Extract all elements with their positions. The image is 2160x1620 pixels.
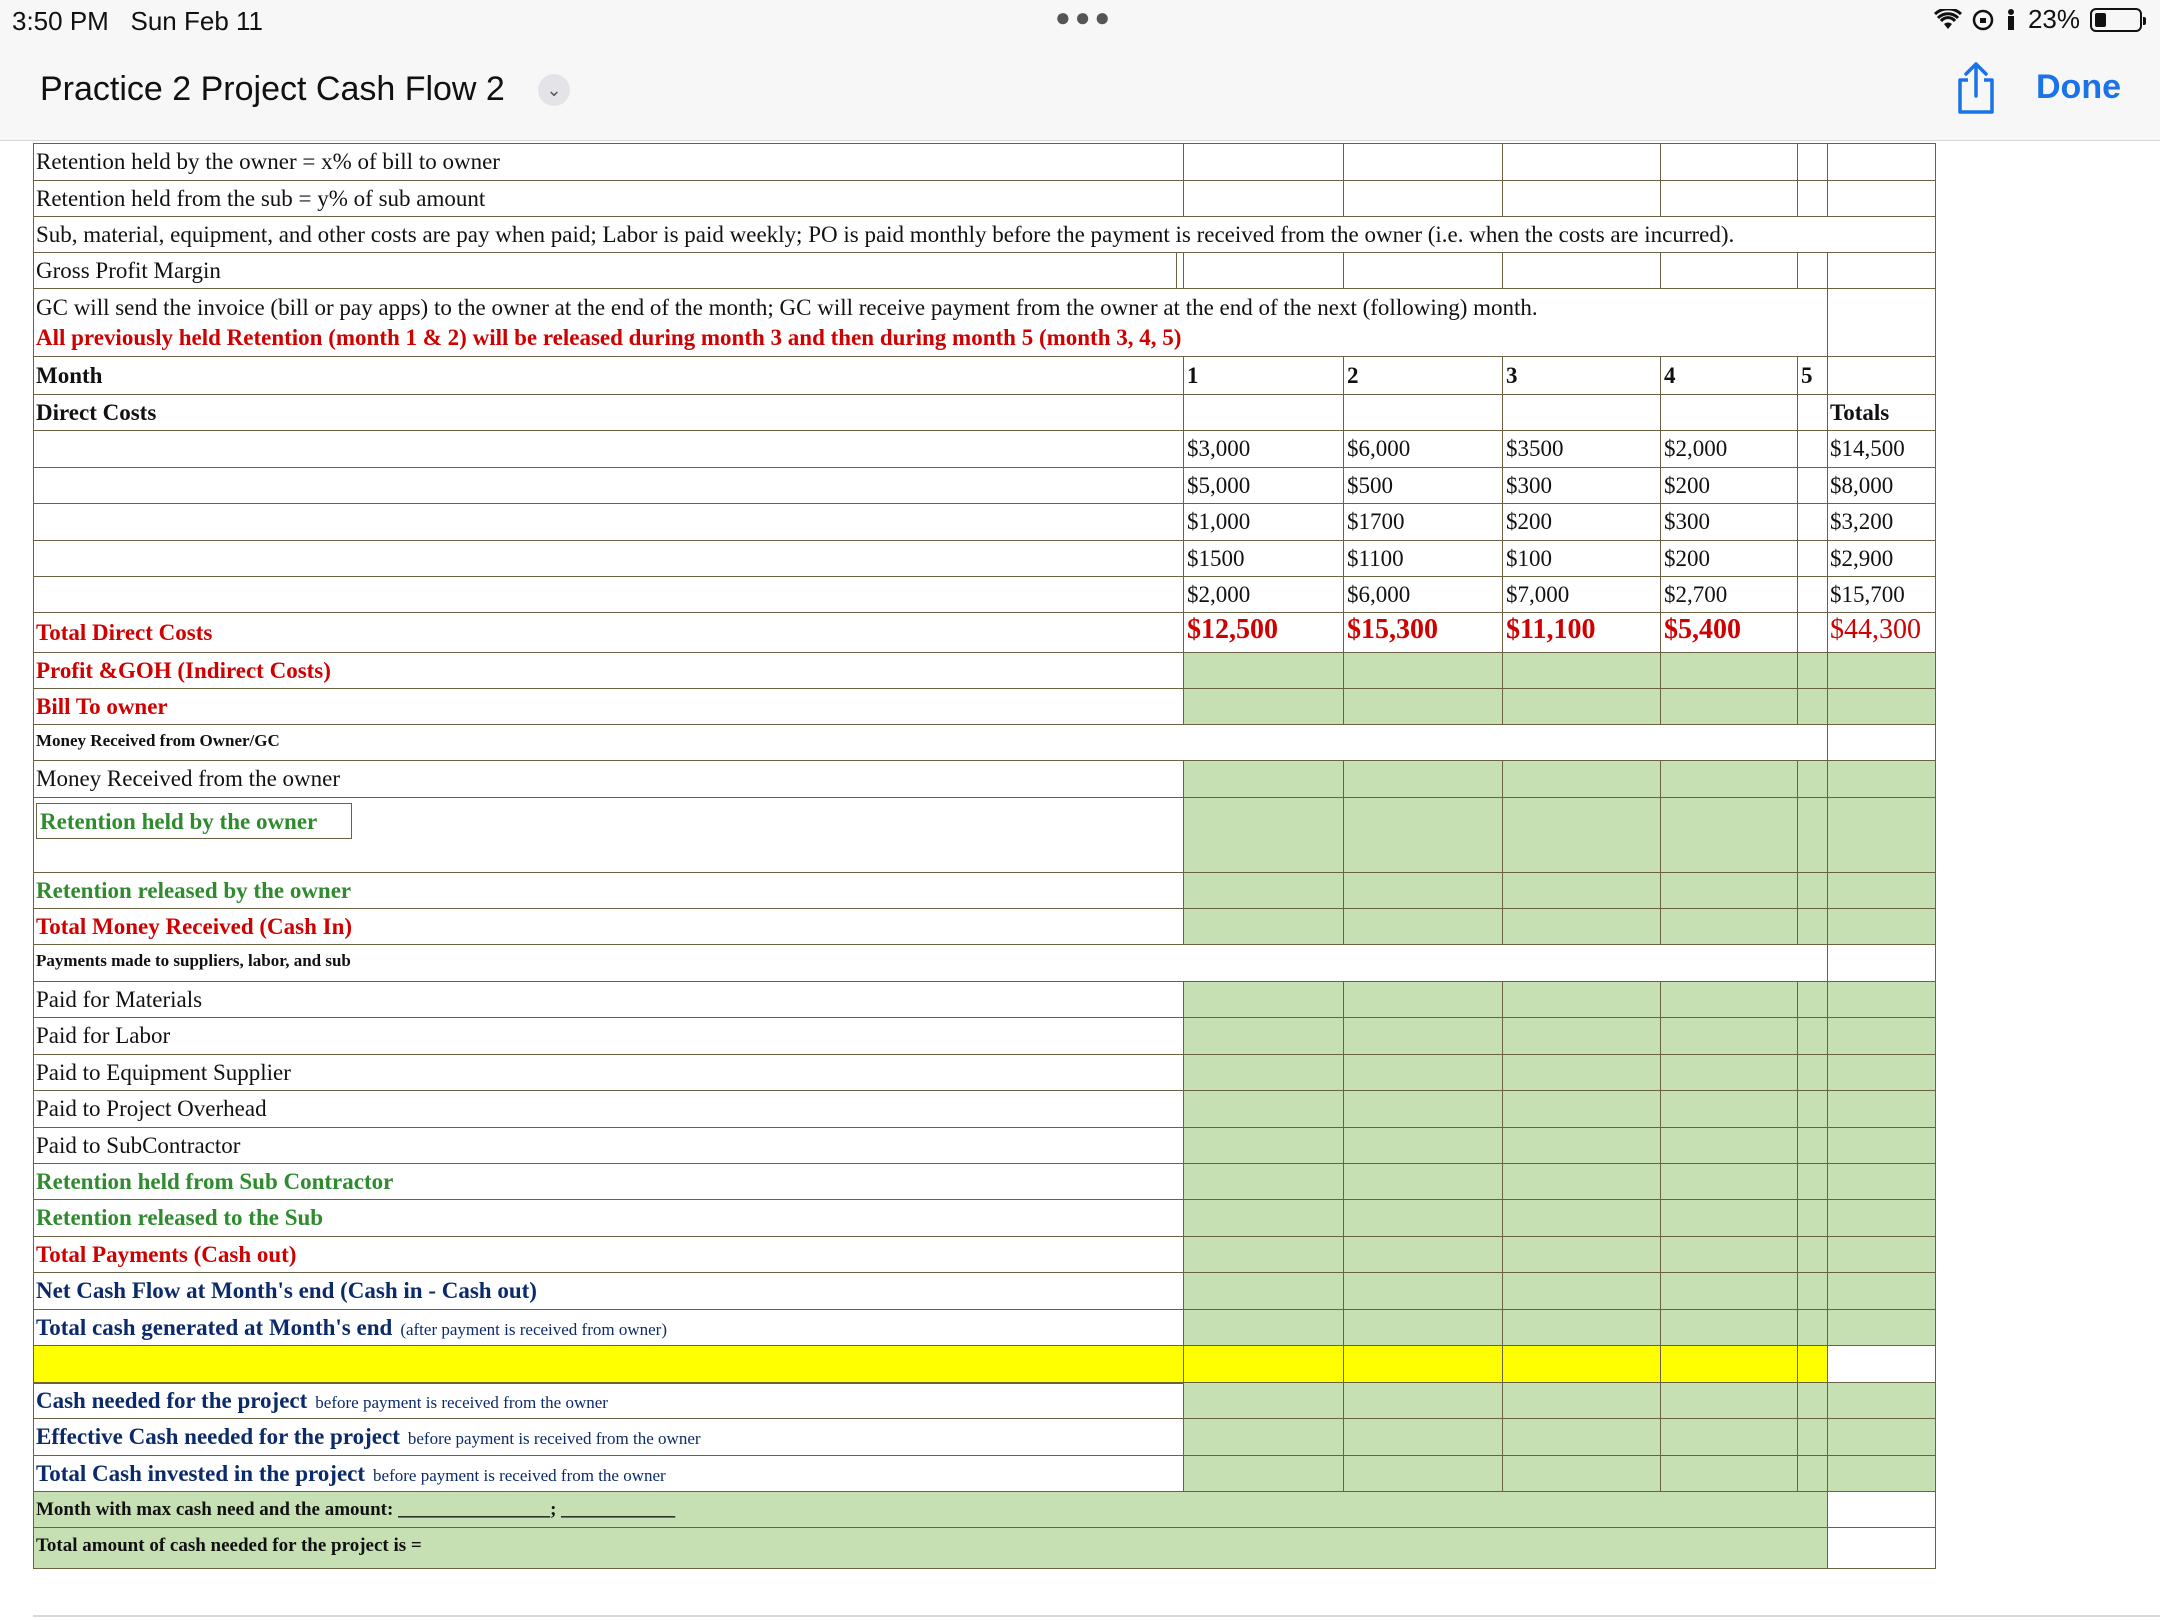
cost-value: $2,000 bbox=[1664, 436, 1728, 461]
paid-overhead-cell[interactable] bbox=[1797, 1090, 1828, 1128]
highlight-side-cell[interactable] bbox=[1827, 1345, 1936, 1383]
total-payments-label: Total Payments (Cash out) bbox=[36, 1242, 297, 1267]
param-row-2-cell[interactable] bbox=[1827, 180, 1936, 217]
retention-held-sub-cell[interactable] bbox=[1797, 1163, 1828, 1200]
cost-value: $500 bbox=[1347, 473, 1393, 498]
invoice-note-side-cell[interactable] bbox=[1827, 288, 1936, 357]
cost-value: $1500 bbox=[1187, 546, 1245, 571]
param-row-4-cell[interactable] bbox=[1660, 252, 1798, 289]
paid-materials-cell[interactable] bbox=[1797, 981, 1828, 1018]
retention-release-note: All previously held Retention (month 1 & 2) will be released during month 3 and then during month 5 (month 3, 4, 5) bbox=[36, 325, 1182, 350]
paid-equipment-cell[interactable] bbox=[1502, 1054, 1661, 1091]
month-header-cell[interactable] bbox=[1502, 356, 1661, 395]
total-money-received-cell[interactable] bbox=[1827, 908, 1936, 945]
cost-value: $1100 bbox=[1347, 546, 1404, 571]
paid-subcontractor-cell[interactable] bbox=[1797, 1127, 1828, 1164]
paid-labor-label: Paid for Labor bbox=[36, 1023, 171, 1048]
gross-margin-label: Gross Profit Margin bbox=[36, 258, 221, 283]
retention-held-sub-label: Retention held from Sub Contractor bbox=[36, 1169, 394, 1194]
status-bar bbox=[0, 0, 2160, 40]
net-cash-flow-cell[interactable] bbox=[1797, 1272, 1828, 1310]
total-cash-invested-cell[interactable] bbox=[1343, 1455, 1503, 1492]
cost-value: $1700 bbox=[1347, 509, 1405, 534]
profit-goh-cell[interactable] bbox=[1660, 652, 1798, 689]
param-row-1-cell[interactable] bbox=[1343, 143, 1503, 181]
money-received-cell[interactable] bbox=[1183, 760, 1344, 798]
retention-released-owner-cell[interactable] bbox=[1827, 872, 1936, 909]
total-cash-generated-note: (after payment is received from owner) bbox=[400, 1320, 667, 1339]
effective-cash-needed-cell[interactable] bbox=[1827, 1418, 1936, 1456]
paid-labor-cell[interactable] bbox=[1502, 1017, 1661, 1055]
cost-value: $6,000 bbox=[1347, 436, 1411, 461]
param-row-1-cell[interactable] bbox=[1797, 143, 1828, 181]
total-payments-cell[interactable] bbox=[1343, 1236, 1503, 1273]
paid-overhead-cell[interactable] bbox=[1660, 1090, 1798, 1128]
cost-value: $300 bbox=[1664, 509, 1710, 534]
retention-released-owner-cell[interactable] bbox=[1797, 872, 1828, 909]
net-cash-flow-cell[interactable] bbox=[1183, 1272, 1344, 1310]
highlight-row-cell[interactable] bbox=[1797, 1345, 1828, 1383]
net-cash-flow-label: Net Cash Flow at Month's end (Cash in - Cash out) bbox=[36, 1278, 537, 1303]
retention-held-owner-cell[interactable] bbox=[1183, 797, 1344, 873]
effective-cash-needed-label: Effective Cash needed for the project before payment is received from the owner bbox=[36, 1424, 701, 1449]
cost-value: $300 bbox=[1506, 473, 1552, 498]
chevron-down-icon[interactable]: ⌄ bbox=[538, 74, 570, 106]
direct-costs-header-cell[interactable] bbox=[1183, 394, 1344, 431]
cost-label-cell[interactable] bbox=[33, 430, 1184, 468]
cost-label-cell[interactable] bbox=[33, 467, 1184, 504]
cost-value: $3500 bbox=[1506, 436, 1564, 461]
money-received-cell[interactable] bbox=[1797, 760, 1828, 798]
money-received-cell[interactable] bbox=[1343, 760, 1503, 798]
net-cash-flow-cell[interactable] bbox=[1343, 1272, 1503, 1310]
total-cash-generated-cell[interactable] bbox=[1343, 1309, 1503, 1346]
paid-overhead-cell[interactable] bbox=[1343, 1090, 1503, 1128]
retention-held-owner-cell[interactable] bbox=[1502, 797, 1661, 873]
cost-value: $100 bbox=[1506, 546, 1552, 571]
retention-released-owner-label: Retention released by the owner bbox=[36, 878, 352, 903]
total-direct-value: $11,100 bbox=[1506, 614, 1596, 645]
cash-needed-cell[interactable] bbox=[1797, 1382, 1828, 1419]
month-header-label: Month bbox=[36, 363, 103, 388]
bill-to-owner-cell[interactable] bbox=[1797, 688, 1828, 725]
cost-value: $6,000 bbox=[1347, 582, 1411, 607]
money-received-label: Money Received from the owner bbox=[36, 766, 341, 791]
bill-to-owner-label-cell[interactable] bbox=[33, 688, 1184, 725]
profit-goh-cell[interactable] bbox=[1183, 652, 1344, 689]
total-cash-generated-cell[interactable] bbox=[1502, 1309, 1661, 1346]
total-cash-invested-cell[interactable] bbox=[1183, 1455, 1344, 1492]
paid-materials-cell[interactable] bbox=[1343, 981, 1503, 1018]
paid-equipment-cell[interactable] bbox=[1827, 1054, 1936, 1091]
paid-materials-cell[interactable] bbox=[1183, 981, 1344, 1018]
cost-value-cell[interactable] bbox=[1797, 576, 1828, 613]
profit-goh-cell[interactable] bbox=[1827, 652, 1936, 689]
direct-costs-header-cell[interactable] bbox=[1660, 394, 1798, 431]
cost-value: $2,000 bbox=[1187, 582, 1251, 607]
bill-to-owner-cell[interactable] bbox=[1660, 688, 1798, 725]
totals-header: Totals bbox=[1830, 400, 1890, 425]
total-money-received-cell[interactable] bbox=[1343, 908, 1503, 945]
paid-subcontractor-cell[interactable] bbox=[1660, 1127, 1798, 1164]
month-header-cell[interactable] bbox=[1343, 356, 1503, 395]
paid-subcontractor-cell[interactable] bbox=[1183, 1127, 1344, 1164]
cost-value: $3,000 bbox=[1187, 436, 1251, 461]
profit-goh-cell[interactable] bbox=[1797, 652, 1828, 689]
retention-held-owner-cell[interactable] bbox=[1660, 797, 1798, 873]
payment-terms-note: Sub, material, equipment, and other costs are pay when paid; Labor is paid weekly; PO is paid monthly before the payment is received from the owner (i.e. when the costs are incurred). bbox=[36, 222, 1735, 247]
retention-sub-label: Retention held from the sub = y% of sub amount bbox=[36, 186, 486, 211]
paid-overhead-cell[interactable] bbox=[1183, 1090, 1344, 1128]
direct-costs-header-cell[interactable] bbox=[1502, 394, 1661, 431]
month-header-cell[interactable] bbox=[1660, 356, 1798, 395]
param-row-2-cell[interactable] bbox=[1797, 180, 1828, 217]
paid-overhead-cell[interactable] bbox=[1827, 1090, 1936, 1128]
cash-needed-cell[interactable] bbox=[1502, 1382, 1661, 1419]
money-received-cell[interactable] bbox=[1660, 760, 1798, 798]
param-row-1-cell[interactable] bbox=[1827, 143, 1936, 181]
location-icon bbox=[2004, 8, 2018, 32]
param-row-4-cell[interactable] bbox=[1502, 252, 1661, 289]
paid-equipment-cell[interactable] bbox=[1343, 1054, 1503, 1091]
paid-materials-cell[interactable] bbox=[1502, 981, 1661, 1018]
paid-subcontractor-cell[interactable] bbox=[1343, 1127, 1503, 1164]
paid-labor-cell[interactable] bbox=[1827, 1017, 1936, 1055]
cost-value: $200 bbox=[1506, 509, 1552, 534]
param-row-2-cell[interactable] bbox=[1660, 180, 1798, 217]
profit-goh-cell[interactable] bbox=[1502, 652, 1661, 689]
cost-label-cell[interactable] bbox=[33, 540, 1184, 577]
net-cash-flow-cell[interactable] bbox=[1502, 1272, 1661, 1310]
bill-to-owner-cell[interactable] bbox=[1827, 688, 1936, 725]
cash-needed-cell[interactable] bbox=[1827, 1382, 1936, 1419]
effective-cash-needed-cell[interactable] bbox=[1797, 1418, 1828, 1456]
cash-needed-label: Cash needed for the project before payment is received from the owner bbox=[36, 1388, 608, 1413]
max-month-side-cell[interactable] bbox=[1827, 1491, 1936, 1528]
document-title-bar bbox=[0, 40, 2160, 141]
cost-row-total: $3,200 bbox=[1830, 509, 1894, 534]
profit-goh-label: Profit &GOH (Indirect Costs) bbox=[36, 658, 331, 683]
total-cash-invested-cell[interactable] bbox=[1660, 1455, 1798, 1492]
month-header-cell[interactable] bbox=[1827, 356, 1936, 395]
retention-released-owner-cell[interactable] bbox=[1660, 872, 1798, 909]
bill-to-owner-cell[interactable] bbox=[1343, 688, 1503, 725]
cost-value-cell[interactable] bbox=[1797, 467, 1828, 504]
total-money-received-label: Total Money Received (Cash In) bbox=[36, 914, 353, 939]
paid-overhead-cell[interactable] bbox=[1502, 1090, 1661, 1128]
total-payments-cell[interactable] bbox=[1502, 1236, 1661, 1273]
retention-held-owner-label: Retention held by the owner bbox=[40, 809, 318, 834]
highlight-row-cell[interactable] bbox=[1343, 1345, 1503, 1383]
money-section-cell[interactable] bbox=[33, 724, 1828, 761]
total-payments-cell[interactable] bbox=[1827, 1236, 1936, 1273]
cost-value-cell[interactable] bbox=[1797, 430, 1828, 468]
total-direct-costs-label: Total Direct Costs bbox=[36, 620, 213, 645]
cost-value-cell[interactable] bbox=[1797, 540, 1828, 577]
cost-value-cell[interactable] bbox=[1797, 503, 1828, 541]
retention-released-sub-cell[interactable] bbox=[1502, 1199, 1661, 1237]
total-money-received-cell[interactable] bbox=[1797, 908, 1828, 945]
bill-to-owner-cell[interactable] bbox=[1502, 688, 1661, 725]
param-row-1-cell[interactable] bbox=[1183, 143, 1344, 181]
month-number: 4 bbox=[1664, 363, 1676, 388]
status-time: 3:50 PM Sun Feb 11 bbox=[12, 6, 264, 36]
total-money-received-cell[interactable] bbox=[1183, 908, 1344, 945]
bill-to-owner-cell[interactable] bbox=[1183, 688, 1344, 725]
done-button[interactable]: Done bbox=[2036, 68, 2121, 106]
direct-costs-header-cell[interactable] bbox=[1343, 394, 1503, 431]
effective-cash-needed-cell[interactable] bbox=[1183, 1418, 1344, 1456]
month-label-cell[interactable] bbox=[33, 356, 1184, 395]
total-cash-generated-cell[interactable] bbox=[1660, 1309, 1798, 1346]
retention-released-sub-cell[interactable] bbox=[1827, 1199, 1936, 1237]
retention-held-sub-cell[interactable] bbox=[1827, 1163, 1936, 1200]
retention-held-sub-cell[interactable] bbox=[1343, 1163, 1503, 1200]
cost-row-total: $2,900 bbox=[1830, 546, 1894, 571]
retention-held-sub-cell[interactable] bbox=[1183, 1163, 1344, 1200]
cost-label-cell[interactable] bbox=[33, 576, 1184, 613]
total-cash-needed-label: Total amount of cash needed for the project is = bbox=[36, 1535, 422, 1556]
profit-goh-cell[interactable] bbox=[1343, 652, 1503, 689]
total-direct-value: $12,500 bbox=[1187, 614, 1278, 645]
total-cash-generated-label: Total cash generated at Month's end (after payment is received from owner) bbox=[36, 1315, 667, 1340]
total-cash-invested-label: Total Cash invested in the project before payment is received from the owner bbox=[36, 1461, 666, 1486]
total-cash-invested-cell[interactable] bbox=[1797, 1455, 1828, 1492]
paid-materials-cell[interactable] bbox=[1660, 981, 1798, 1018]
paid-labor-cell[interactable] bbox=[1797, 1017, 1828, 1055]
cost-row-total: $14,500 bbox=[1830, 436, 1905, 461]
cost-label-cell[interactable] bbox=[33, 503, 1184, 541]
month-number: 5 bbox=[1801, 363, 1813, 388]
bill-to-owner-label: Bill To owner bbox=[36, 694, 168, 719]
total-direct-grand: $44,300 bbox=[1830, 614, 1921, 645]
direct-costs-label-cell[interactable] bbox=[33, 394, 1184, 431]
paid-equipment-label: Paid to Equipment Supplier bbox=[36, 1060, 291, 1085]
highlight-row-cell[interactable] bbox=[1502, 1345, 1661, 1383]
cash-needed-cell[interactable] bbox=[1343, 1382, 1503, 1419]
total-payments-cell[interactable] bbox=[1183, 1236, 1344, 1273]
param-row-4-cell[interactable] bbox=[1797, 252, 1828, 289]
total-cash-generated-cell[interactable] bbox=[1797, 1309, 1828, 1346]
paid-labor-cell[interactable] bbox=[1660, 1017, 1798, 1055]
total-cash-generated-cell[interactable] bbox=[1827, 1309, 1936, 1346]
retention-held-sub-cell[interactable] bbox=[1502, 1163, 1661, 1200]
cost-value: $200 bbox=[1664, 546, 1710, 571]
direct-costs-header-cell[interactable] bbox=[1797, 394, 1828, 431]
month-number: 3 bbox=[1506, 363, 1518, 388]
total-direct-value: $5,400 bbox=[1664, 614, 1741, 645]
cost-value: $7,000 bbox=[1506, 582, 1570, 607]
cash-needed-cell[interactable] bbox=[1660, 1382, 1798, 1419]
cost-value: $200 bbox=[1664, 473, 1710, 498]
total-cash-generated-cell[interactable] bbox=[1183, 1309, 1344, 1346]
total-needed-side-cell[interactable] bbox=[1827, 1527, 1936, 1569]
paid-labor-cell[interactable] bbox=[1183, 1017, 1344, 1055]
param-row-2-cell[interactable] bbox=[1502, 180, 1661, 217]
retention-released-owner-cell[interactable] bbox=[1183, 872, 1344, 909]
effective-cash-needed-note: before payment is received from the owner bbox=[407, 1429, 701, 1448]
net-cash-flow-cell[interactable] bbox=[1827, 1272, 1936, 1310]
highlight-row-cell[interactable] bbox=[1660, 1345, 1798, 1383]
money-section-label: Money Received from Owner/GC bbox=[36, 731, 280, 750]
cost-row-total: $8,000 bbox=[1830, 473, 1894, 498]
param-row-4-cell[interactable] bbox=[1343, 252, 1503, 289]
total-direct-value: $15,300 bbox=[1347, 614, 1438, 645]
battery-icon bbox=[2090, 8, 2142, 32]
cost-value: $5,000 bbox=[1187, 473, 1251, 498]
share-icon[interactable] bbox=[1952, 60, 2000, 116]
retention-released-sub-cell[interactable] bbox=[1343, 1199, 1503, 1237]
param-row-4-cell[interactable] bbox=[1827, 252, 1936, 289]
retention-held-owner-cell[interactable] bbox=[1343, 797, 1503, 873]
total-money-received-cell[interactable] bbox=[1660, 908, 1798, 945]
retention-owner-label: Retention held by the owner = x% of bill to owner bbox=[36, 149, 500, 174]
effective-cash-needed-cell[interactable] bbox=[1343, 1418, 1503, 1456]
multitasking-dots-icon[interactable]: ●●● bbox=[1055, 2, 1115, 32]
highlight-row-cell[interactable] bbox=[1183, 1345, 1344, 1383]
invoice-terms-note: GC will send the invoice (bill or pay apps) to the owner at the end of the month; GC will receive payment from the owner at the end of the next (following) month. bbox=[36, 295, 1538, 320]
money-received-cell[interactable] bbox=[1502, 760, 1661, 798]
money-received-cell[interactable] bbox=[1827, 760, 1936, 798]
retention-released-sub-cell[interactable] bbox=[1797, 1199, 1828, 1237]
net-cash-flow-cell[interactable] bbox=[1660, 1272, 1798, 1310]
paid-equipment-cell[interactable] bbox=[1797, 1054, 1828, 1091]
document-title: Practice 2 Project Cash Flow 2 bbox=[40, 70, 505, 108]
total-direct-value-cell[interactable] bbox=[1797, 612, 1828, 653]
paid-labor-cell[interactable] bbox=[1343, 1017, 1503, 1055]
highlight-label-cell[interactable] bbox=[33, 1345, 1184, 1383]
paid-subcontractor-cell[interactable] bbox=[1502, 1127, 1661, 1164]
param-row-2-cell[interactable] bbox=[1343, 180, 1503, 217]
max-cash-month-label: Month with max cash need and the amount: ________________; ____________ bbox=[36, 1499, 676, 1520]
total-cash-invested-note: before payment is received from the owner bbox=[373, 1466, 666, 1485]
scroll-edge bbox=[33, 1615, 2160, 1617]
money-section-side-cell[interactable] bbox=[1827, 724, 1936, 761]
cost-value: $2,700 bbox=[1664, 582, 1728, 607]
param-row-1-cell[interactable] bbox=[1502, 143, 1661, 181]
paid-materials-cell[interactable] bbox=[1827, 981, 1936, 1018]
paid-equipment-cell[interactable] bbox=[1183, 1054, 1344, 1091]
param-row-1-cell[interactable] bbox=[1660, 143, 1798, 181]
effective-cash-needed-cell[interactable] bbox=[1502, 1418, 1661, 1456]
month-number: 2 bbox=[1347, 363, 1359, 388]
retention-held-sub-cell[interactable] bbox=[1660, 1163, 1798, 1200]
paid-materials-label-cell[interactable] bbox=[33, 981, 1184, 1018]
paid-labor-label-cell[interactable] bbox=[33, 1017, 1184, 1055]
month-header-cell[interactable] bbox=[1183, 356, 1344, 395]
retention-held-owner-cell[interactable] bbox=[1827, 797, 1936, 873]
orientation-lock-icon bbox=[1972, 9, 1994, 31]
effective-cash-needed-cell[interactable] bbox=[1660, 1418, 1798, 1456]
payments-section-side-cell[interactable] bbox=[1827, 944, 1936, 982]
battery-percent: 23% bbox=[2027, 4, 2080, 34]
retention-released-sub-label: Retention released to the Sub bbox=[36, 1205, 324, 1230]
paid-materials-label: Paid for Materials bbox=[36, 987, 203, 1012]
payments-section-label: Payments made to suppliers, labor, and sub bbox=[36, 951, 351, 970]
paid-equipment-cell[interactable] bbox=[1660, 1054, 1798, 1091]
retention-released-owner-cell[interactable] bbox=[1343, 872, 1503, 909]
cost-row-total: $15,700 bbox=[1830, 582, 1905, 607]
retention-held-owner-cell[interactable] bbox=[1797, 797, 1828, 873]
total-money-received-cell[interactable] bbox=[1502, 908, 1661, 945]
paid-overhead-label: Paid to Project Overhead bbox=[36, 1096, 267, 1121]
param-row-4-cell[interactable] bbox=[1183, 252, 1344, 289]
total-payments-cell[interactable] bbox=[1797, 1236, 1828, 1273]
paid-subcontractor-cell[interactable] bbox=[1827, 1127, 1936, 1164]
total-cash-invested-cell[interactable] bbox=[1827, 1455, 1936, 1492]
cash-needed-cell[interactable] bbox=[1183, 1382, 1344, 1419]
total-payments-cell[interactable] bbox=[1660, 1236, 1798, 1273]
retention-released-sub-cell[interactable] bbox=[1183, 1199, 1344, 1237]
paid-subcontractor-label: Paid to SubContractor bbox=[36, 1133, 241, 1158]
retention-released-owner-cell[interactable] bbox=[1502, 872, 1661, 909]
direct-costs-label: Direct Costs bbox=[36, 400, 157, 425]
month-number: 1 bbox=[1187, 363, 1199, 388]
param-row-2-cell[interactable] bbox=[1183, 180, 1344, 217]
cost-value: $1,000 bbox=[1187, 509, 1251, 534]
wifi-icon bbox=[1934, 9, 1962, 31]
total-cash-invested-cell[interactable] bbox=[1502, 1455, 1661, 1492]
cash-needed-note: before payment is received from the owner bbox=[315, 1393, 608, 1412]
retention-released-sub-cell[interactable] bbox=[1660, 1199, 1798, 1237]
